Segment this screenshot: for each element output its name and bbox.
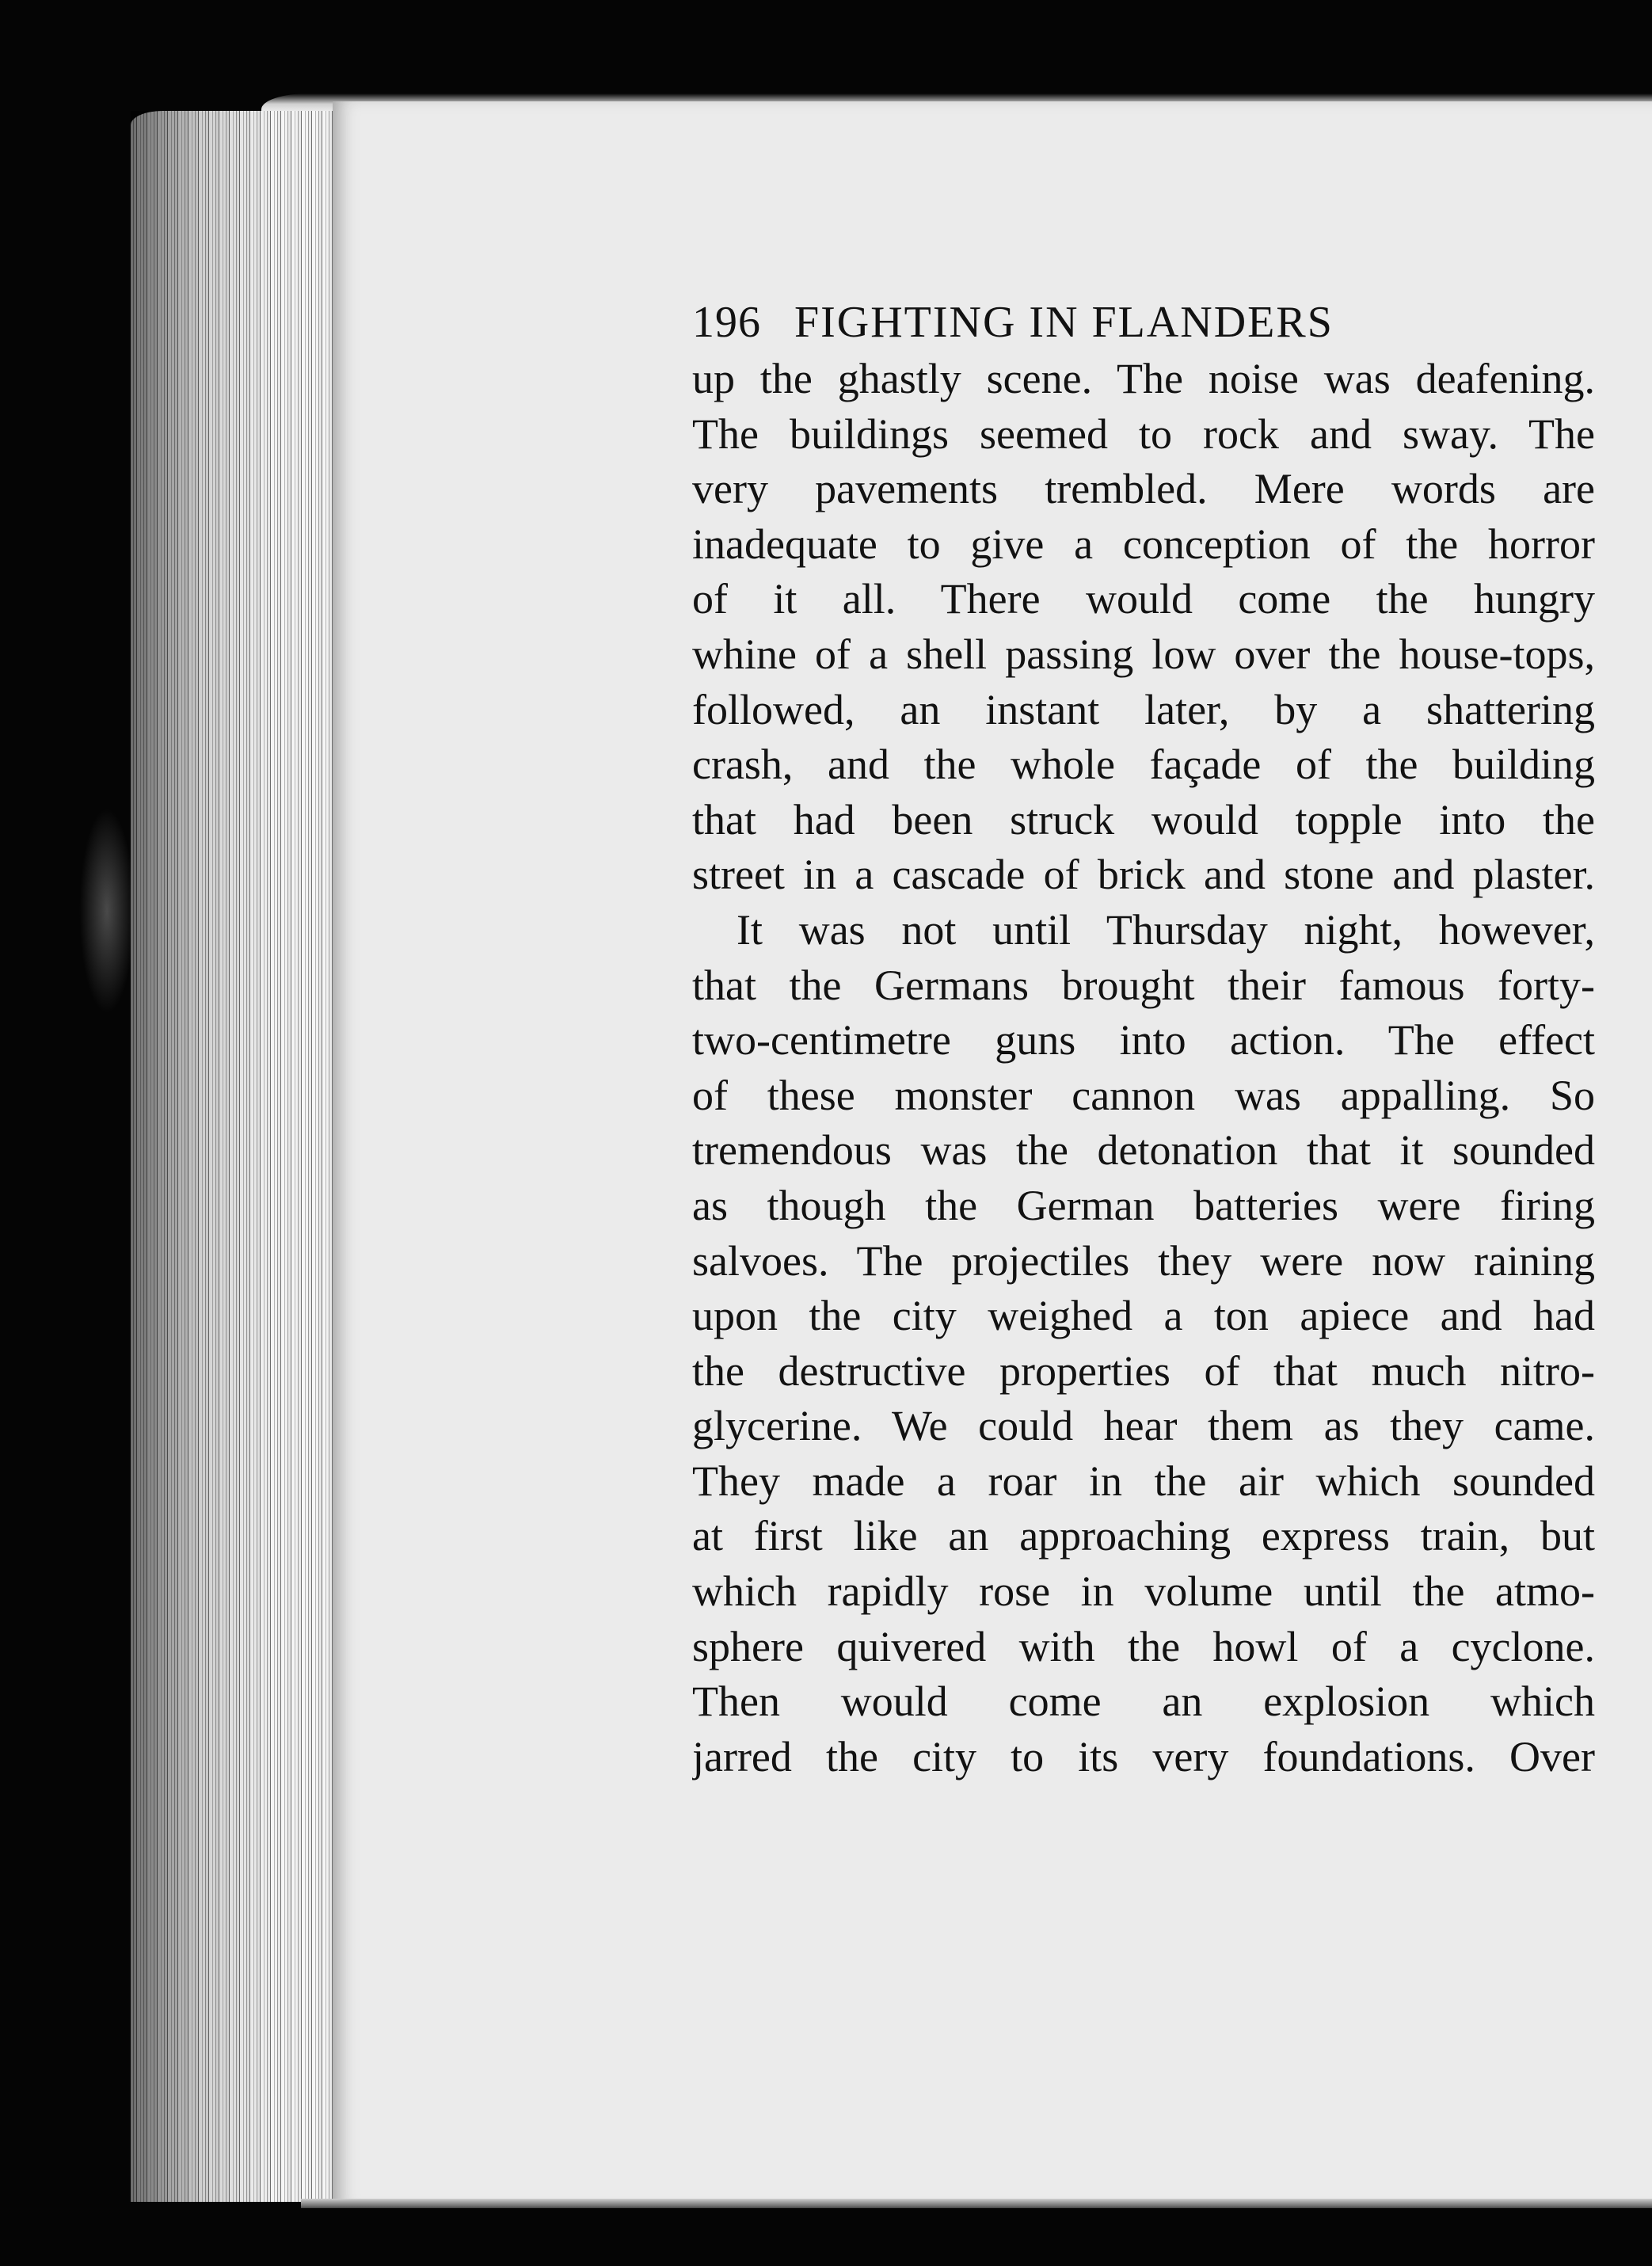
text-line: They made a roar in the air which sounded <box>692 1457 1595 1505</box>
text-line: glycerine. We could hear them as they came. <box>692 1402 1595 1450</box>
text-line: upon the city weighed a ton apiece and had <box>692 1292 1595 1340</box>
text-line: of these monster cannon was appalling. So <box>692 1071 1595 1119</box>
text-line: Then would come an explosion which <box>692 1678 1595 1726</box>
text-line: that had been struck would topple into the <box>692 795 1595 844</box>
text-line: whine of a shell passing low over the house-tops, <box>692 630 1595 678</box>
running-header <box>692 295 1595 350</box>
page-number: 196 <box>692 298 761 347</box>
text-line: as though the German batteries were firing <box>692 1181 1595 1229</box>
text-line-paragraph-start: It was not until Thursday night, however, <box>737 905 1595 954</box>
text-line: The buildings seemed to rock and sway. The <box>692 409 1595 458</box>
text-line-paragraph-end: street in a cascade of brick and stone and plaster. <box>692 851 1595 899</box>
scan-bottom-border <box>0 2208 1652 2266</box>
text-line: two-centimetre guns into action. The effect <box>692 1016 1595 1064</box>
text-line: up the ghastly scene. The noise was deafening. <box>692 355 1595 402</box>
text-line: very pavements trembled. Mere words are <box>692 465 1595 513</box>
text-line: at first like an approaching express train, but <box>692 1512 1595 1560</box>
text-line: crash, and the whole façade of the building <box>692 741 1595 789</box>
page-text-block <box>692 295 1595 1784</box>
page-stack-shadow <box>79 808 135 1014</box>
text-line: which rapidly rose in volume until the atmo- <box>692 1567 1595 1616</box>
text-line: inadequate to give a conception of the horror <box>692 520 1595 568</box>
text-line: jarred the city to its very foundations. Over <box>692 1732 1595 1780</box>
text-line: tremendous was the detonation that it sounded <box>692 1126 1595 1175</box>
text-line: of it all. There would come the hungry <box>692 575 1595 623</box>
text-line: sphere quivered with the howl of a cyclone. <box>692 1622 1595 1670</box>
running-title: FIGHTING IN FLANDERS <box>794 298 1334 347</box>
page-edges-stack <box>131 111 337 2202</box>
text-line: followed, an instant later, by a shattering <box>692 685 1595 733</box>
text-line: the destructive properties of that much nitro- <box>692 1346 1595 1395</box>
text-line: salvoes. The projectiles they were now raining <box>692 1236 1595 1285</box>
text-line: that the Germans brought their famous forty- <box>692 961 1595 1009</box>
